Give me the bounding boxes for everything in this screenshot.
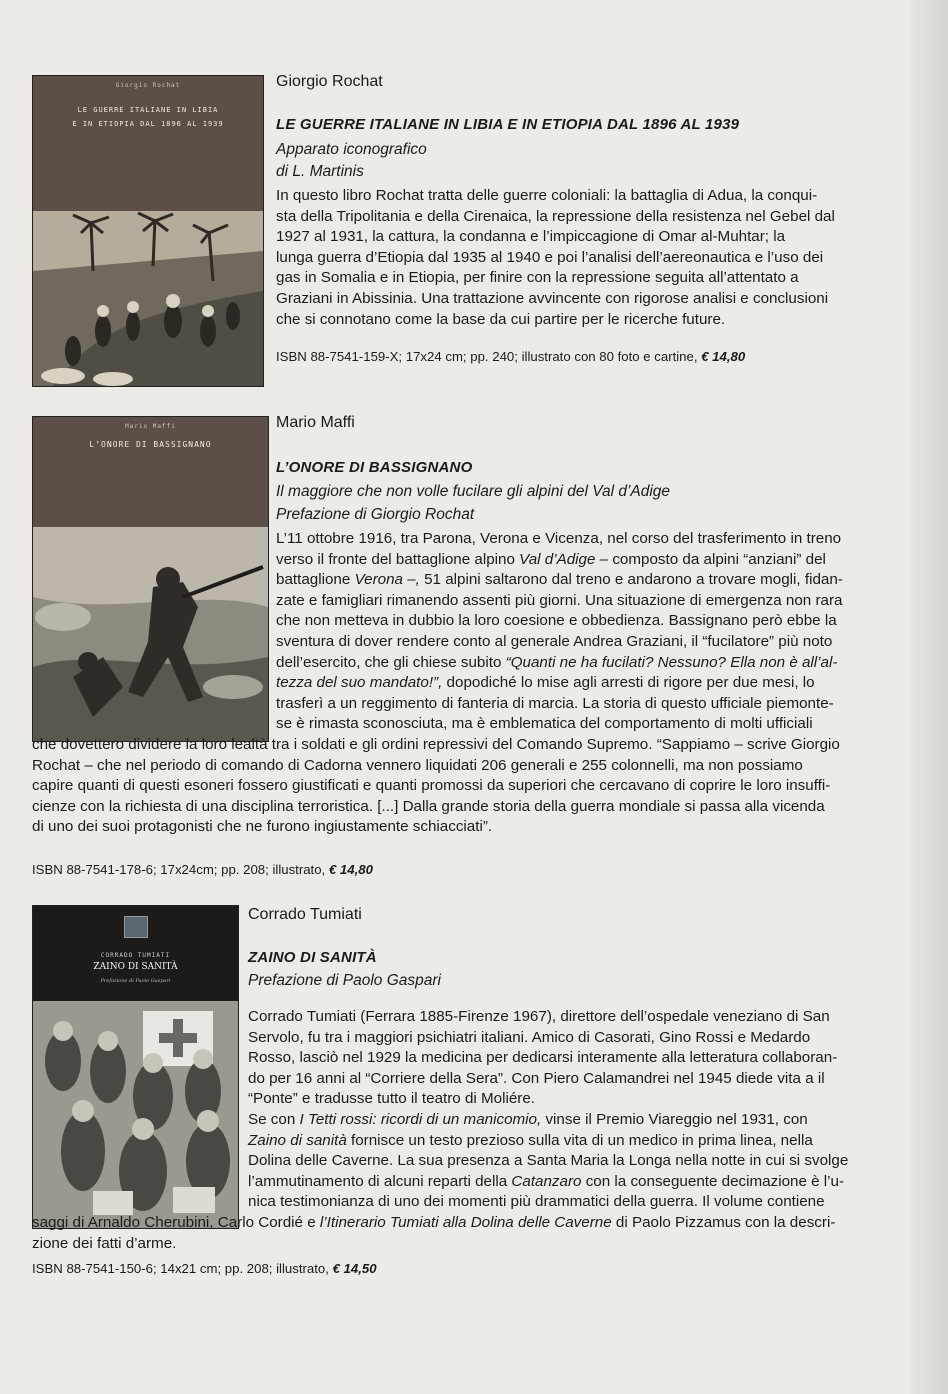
book-title: ZAINO DI SANITÀ (248, 949, 377, 966)
book-description-continued (32, 1213, 912, 1254)
italic-run: l’Itinerario Tumiati alla Dolina delle Caverne (319, 1214, 612, 1231)
cover-author: Giorgio Rochat (115, 82, 181, 89)
price: € 14,80 (701, 349, 746, 364)
description-line: Rosso, lasciò nel 1929 la medicina per dedicarsi interamente alla letteratura collaboran- (248, 1049, 838, 1067)
description-line: Dolina delle Caverne. La sua presenza a Santa Maria la Longa nella notte in cui si svolge (248, 1152, 849, 1170)
book-subtitle: di L. Martinis (276, 163, 364, 180)
description-line: zate e famigliari rimanendo assenti più giorni. Una situazione di emergenza non rara (276, 591, 843, 609)
text-run: vinse il Premio Viareggio nel 1931, con (541, 1110, 808, 1128)
description-line: che non metteva in dubbio la loro coesione e obbedienza. Bassignano però ebbe la (276, 612, 837, 630)
text-run: dopodiché lo mise agli arresti di rigore per due mesi, lo (442, 674, 815, 692)
description-line: capire quanti di questi esoneri fossero giustificati e quanti promossi da superiori che cercavano di coprire le loro insuffi- (32, 777, 831, 795)
text-run: composto da alpini “anziani” del (608, 550, 826, 568)
description-line: che dovettero dividere la loro lealtà tra i soldati e gli ordini repressivi del Comando Supremo. “Sappiamo – scrive Giorgio (32, 736, 840, 753)
description-line: cienze con la richiesta di una disciplina terroristica. [...] Dalla grande storia della guerra mondiale si passa alla vicenda (32, 797, 825, 815)
description-line: do per 16 anni al “Corriere della Sera”. Con Piero Calamandrei nel 1945 diede vita a il (248, 1069, 825, 1087)
description-line (248, 1110, 868, 1131)
book-title: L’ONORE DI BASSIGNANO (276, 459, 473, 476)
description-line: gas in Somalia e in Etiopia, per finire con la repressione seguita all’attentato a (276, 269, 799, 287)
book-subtitle: Il maggiore che non volle fucilare gli alpini del Val d’Adige (276, 483, 671, 500)
description-line: Graziani in Abissinia. Una trattazione avvincente con rigorose analisi e conclusioni (276, 289, 829, 307)
text-run: di Paolo Pizzamus con la descri- (611, 1214, 836, 1231)
publisher-emblem-icon (124, 916, 148, 938)
italic-run: Val d’Adige – (519, 550, 609, 568)
text-run: battaglione (276, 571, 351, 589)
book-subtitle: Apparato iconografico (276, 141, 427, 158)
italic-run: Zaino di sanità (248, 1131, 347, 1149)
italic-run: I Tetti rossi: ricordi di un manicomio, (299, 1110, 542, 1128)
cover-author: CORRADO TUMIATI (100, 952, 171, 959)
price: € 14,50 (332, 1261, 377, 1276)
text-run: l’ammutinamento di alcuni reparti della (248, 1172, 508, 1190)
italic-run: tezza del suo mandato!”, (276, 674, 443, 692)
description-line: Servolo, fu tra i maggiori psichiatri italiani. Amico di Casorati, Gino Rossi e Medardo (248, 1028, 811, 1046)
description-line: lunga guerra d’Etiopia dal 1935 al 1940 e poi l’analisi dell’aereonautica e l’uso dei (276, 248, 824, 266)
isbn-line (32, 1261, 377, 1276)
description-line: sventura di dover rendere conto al generale Andrea Graziani, il “fucilatore” più noto (276, 632, 833, 650)
description-line: Corrado Tumiati (Ferrara 1885-Firenze 1967), direttore dell’ospedale veneziano di San (248, 1008, 830, 1025)
cover-photo (33, 1001, 238, 1228)
description-line (32, 1213, 912, 1234)
cover-title-line: E IN ETIOPIA DAL 1896 AL 1939 (72, 120, 224, 128)
book-author: Mario Maffi (276, 414, 355, 431)
text-run: saggi di Arnaldo Cherubini, Carlo Cordié e (32, 1214, 320, 1231)
description-line: In questo libro Rochat tratta delle guerre coloniali: la battaglia di Adua, la conqui- (276, 187, 818, 204)
italic-run: Verona –, (354, 571, 420, 589)
cover-title-line: L’ONORE DI BASSIGNANO (89, 440, 212, 449)
text-run: verso il fronte del battaglione alpino (276, 550, 515, 568)
italic-run: “Quanti ne ha fucilati? Nessuno? Ella non è all’al- (505, 653, 838, 671)
book-subtitle: Prefazione di Paolo Gaspari (248, 972, 442, 989)
description-line (248, 1131, 868, 1152)
cover-title-line: ZAINO DI SANITÀ (93, 962, 178, 972)
price: € 14,80 (328, 862, 373, 877)
book-title: LE GUERRE ITALIANE IN LIBIA E IN ETIOPIA DAL 1896 AL 1939 (276, 116, 740, 133)
isbn-details: ISBN 88-7541-159-X; 17x24 cm; pp. 240; illustrato con 80 foto e cartine, (276, 349, 698, 364)
cover-title-line: LE GUERRE ITALIANE IN LIBIA (77, 106, 219, 114)
description-line: di uno dei suoi protagonisti che ne furono ingiustamente schiacciati”. (32, 818, 493, 836)
description-line: nica testimonianza di uno dei momenti più drammatici della guerra. Il volume contiene (248, 1193, 825, 1211)
book-cover-image (32, 905, 239, 1229)
isbn-details: ISBN 88-7541-178-6; 17x24cm; pp. 208; illustrato, (32, 862, 326, 877)
isbn-details: ISBN 88-7541-150-6; 14x21 cm; pp. 208; illustrato, (32, 1261, 329, 1276)
book-author: Corrado Tumiati (248, 906, 362, 923)
description-line: che si connotano come la base da cui partire per le ricerche future. (276, 310, 726, 328)
cover-title-band (33, 906, 238, 1001)
description-line: “Ponte” e tradusse tutto il teatro di Moliére. (248, 1090, 536, 1108)
text-run: Se con (248, 1110, 296, 1128)
description-line: se è rimasta sconosciuta, ma è emblematica del comportamento di molti ufficiali (276, 715, 813, 733)
description-line: zione dei fatti d’arme. (32, 1234, 177, 1252)
description-line: 1927 al 1931, la cattura, la condanna e l’impiccagione di Omar al-Muhtar; la (276, 228, 786, 246)
italic-run: Catanzaro (511, 1172, 582, 1190)
book-author: Giorgio Rochat (276, 73, 383, 90)
description-line: L’11 ottobre 1916, tra Parona, Verona e Vicenza, nel corso del trasferimento in treno (276, 530, 842, 547)
text-run: 51 alpini saltarono dal treno e andarono a trovare mogli, fidan- (419, 571, 843, 589)
cover-author: Mario Maffi (125, 423, 176, 430)
book-subtitle: Prefazione di Giorgio Rochat (276, 506, 475, 523)
description-line: Rochat – che nel periodo di comando di Cadorna vennero liquidati 206 generali e 255 colonnelli, ma non possiamo (32, 756, 803, 774)
cover-preface: Prefazione di Paolo Gaspari (100, 978, 171, 984)
description-line (248, 1172, 868, 1193)
description-line: sta della Tripolitania e della Cirenaica, la repressione della resistenza nel Gebel dal (276, 207, 835, 225)
book-description (248, 1007, 868, 1213)
text-run: fornisce un testo prezioso sulla vita di un medico in prima linea, nella (346, 1131, 813, 1149)
text-run: con la conseguente decimazione è l’u- (581, 1172, 845, 1190)
description-line: trasferì a un reggimento di fanteria di marcia. La storia di questo ufficiale piemonte- (276, 694, 834, 712)
text-run: dell’esercito, che gli chiese subito (276, 653, 502, 671)
